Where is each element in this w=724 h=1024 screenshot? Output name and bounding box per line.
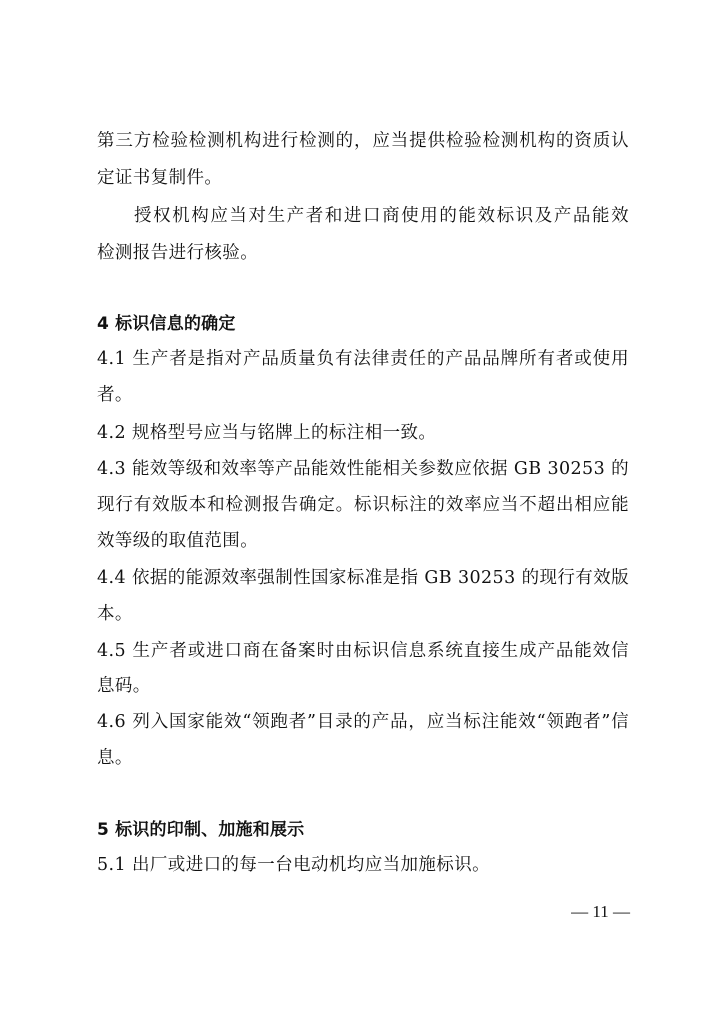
item-4-2-line-1: 4.2 规格型号应当与铭牌上的标注相一致。 — [97, 423, 437, 443]
paragraph-b-line-1: 授权机构应当对生产者和进口商使用的能效标识及产品能效 — [134, 206, 629, 226]
section-4-heading: 4 标识信息的确定 — [97, 314, 236, 334]
section-5-heading: 5 标识的印制、加施和展示 — [97, 820, 305, 840]
item-4-6-line-2: 息。 — [97, 748, 133, 768]
item-4-4-line-2: 本。 — [97, 604, 133, 624]
item-4-6-line-1: 4.6 列入国家能效“领跑者”目录的产品，应当标注能效“领跑者”信 — [97, 712, 629, 732]
item-4-3-line-1: 4.3 能效等级和效率等产品能效性能相关参数应依据 GB 30253 的 — [97, 459, 629, 479]
item-4-5-line-2: 息码。 — [97, 676, 151, 696]
item-4-1-line-1: 4.1 生产者是指对产品质量负有法律责任的产品品牌所有者或使用 — [97, 349, 629, 369]
paragraph-a-line-2: 定证书复制件。 — [97, 168, 223, 188]
paragraph-a-line-1: 第三方检验检测机构进行检测的，应当提供检验检测机构的资质认 — [97, 131, 629, 151]
item-4-4-line-1: 4.4 依据的能源效率强制性国家标准是指 GB 30253 的现行有效版 — [97, 568, 629, 588]
item-5-1-line-1: 5.1 出厂或进口的每一台电动机均应当加施标识。 — [97, 855, 490, 875]
page-number: — 11 — — [571, 902, 630, 921]
item-4-3-line-3: 效等级的取值范围。 — [97, 531, 259, 551]
item-4-5-line-1: 4.5 生产者或进口商在备案时由标识信息系统直接生成产品能效信 — [97, 641, 629, 661]
item-4-1-line-2: 者。 — [97, 385, 133, 405]
paragraph-b-line-2: 检测报告进行核验。 — [97, 243, 259, 263]
item-4-3-line-2: 现行有效版本和检测报告确定。标识标注的效率应当不超出相应能 — [97, 495, 629, 515]
